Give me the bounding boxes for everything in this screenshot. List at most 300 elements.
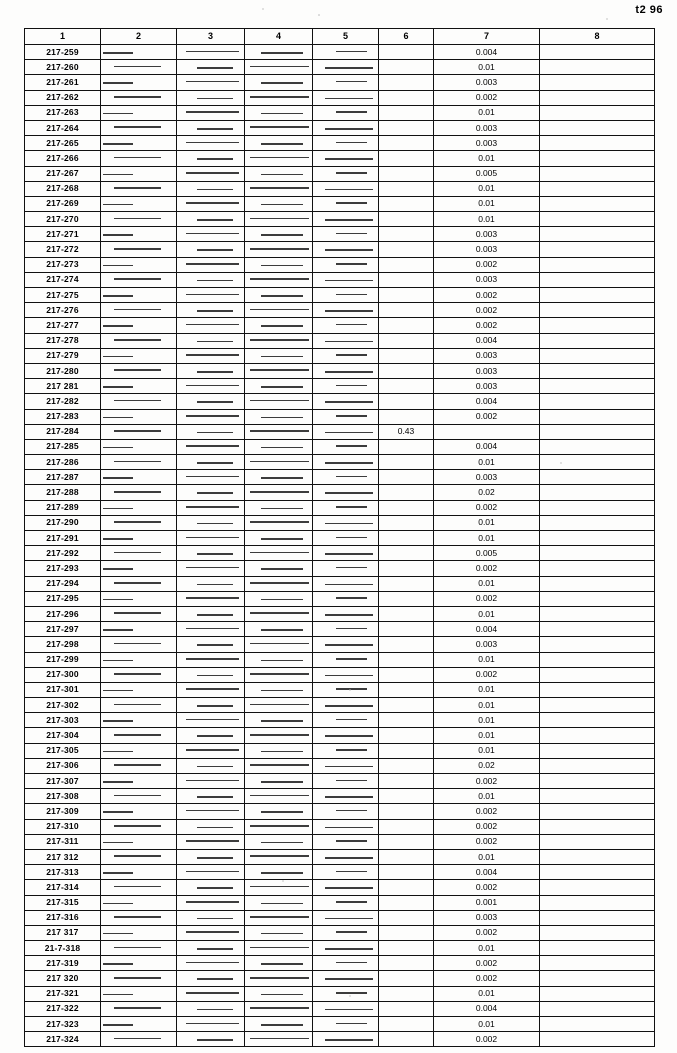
scan-smudge (250, 764, 309, 766)
scan-smudge (250, 977, 309, 979)
cell-col-2 (101, 834, 177, 849)
cell-col-5 (313, 531, 379, 546)
cell-col-3 (177, 181, 245, 196)
cell-col-2 (101, 758, 177, 773)
cell-col-6 (379, 485, 434, 500)
table-row (25, 136, 655, 151)
cell-col-5 (313, 606, 379, 621)
scan-smudge (250, 96, 309, 98)
cell-col-5 (313, 318, 379, 333)
cell-col-2 (101, 622, 177, 637)
cell-col-5 (313, 895, 379, 910)
cell-col-7: 0.002 (434, 834, 540, 849)
scan-smudge (103, 417, 133, 419)
cell-col-8 (540, 272, 655, 287)
scan-smudge (261, 417, 303, 419)
scan-smudge (250, 66, 309, 68)
cell-col-8 (540, 409, 655, 424)
scan-smudge (261, 690, 303, 692)
scan-smudge (103, 568, 133, 570)
scan-smudge (103, 143, 133, 145)
scan-smudge (197, 978, 233, 980)
cell-sample-id: 217-291 (25, 531, 101, 546)
cell-col-2 (101, 439, 177, 454)
cell-sample-id: 217 312 (25, 849, 101, 864)
scan-smudge (325, 1009, 373, 1011)
cell-sample-id: 217-306 (25, 758, 101, 773)
table-row (25, 546, 655, 561)
scan-smudge (103, 660, 133, 662)
cell-col-5 (313, 576, 379, 591)
cell-col-5 (313, 986, 379, 1001)
scan-smudge (186, 992, 239, 994)
cell-col-3 (177, 713, 245, 728)
cell-col-3 (177, 105, 245, 120)
cell-col-2 (101, 181, 177, 196)
cell-col-4 (245, 90, 313, 105)
cell-col-6 (379, 90, 434, 105)
scan-smudge (197, 341, 233, 343)
cell-col-2 (101, 652, 177, 667)
cell-col-2 (101, 941, 177, 956)
cell-col-2 (101, 485, 177, 500)
cell-col-8 (540, 439, 655, 454)
cell-col-7: 0.004 (434, 394, 540, 409)
cell-col-2 (101, 698, 177, 713)
cell-col-2 (101, 774, 177, 789)
scan-smudge (197, 735, 233, 737)
cell-col-6 (379, 667, 434, 682)
cell-col-2 (101, 333, 177, 348)
cell-col-7: 0.004 (434, 333, 540, 348)
table-row (25, 1032, 655, 1047)
cell-col-7: 0.002 (434, 971, 540, 986)
scan-smudge (325, 401, 373, 403)
cell-col-4 (245, 1001, 313, 1016)
cell-col-5 (313, 424, 379, 439)
cell-sample-id: 217-322 (25, 1001, 101, 1016)
scan-smudge (250, 795, 309, 797)
cell-sample-id: 217-289 (25, 500, 101, 515)
cell-col-3 (177, 819, 245, 834)
cell-col-8 (540, 591, 655, 606)
cell-col-3 (177, 956, 245, 971)
cell-col-7: 0.003 (434, 910, 540, 925)
table-row (25, 531, 655, 546)
cell-sample-id: 217-270 (25, 212, 101, 227)
cell-col-2 (101, 971, 177, 986)
column-header-1: 1 (25, 29, 101, 45)
scan-smudge (114, 157, 161, 159)
scan-smudge (250, 491, 309, 493)
scan-smudge (261, 82, 303, 84)
cell-sample-id: 217-283 (25, 409, 101, 424)
cell-col-3 (177, 834, 245, 849)
cell-col-5 (313, 1017, 379, 1032)
scan-smudge (114, 521, 161, 523)
cell-col-7: 0.01 (434, 531, 540, 546)
cell-col-2 (101, 1017, 177, 1032)
cell-sample-id: 217-269 (25, 196, 101, 211)
scan-smudge (336, 385, 367, 387)
cell-col-7: 0.001 (434, 895, 540, 910)
cell-col-3 (177, 242, 245, 257)
cell-col-2 (101, 363, 177, 378)
scan-speck (349, 995, 351, 997)
cell-col-3 (177, 318, 245, 333)
cell-col-8 (540, 379, 655, 394)
cell-col-4 (245, 151, 313, 166)
cell-col-2 (101, 880, 177, 895)
cell-sample-id: 217-308 (25, 789, 101, 804)
cell-col-6 (379, 880, 434, 895)
scan-smudge (250, 248, 309, 250)
cell-col-7: 0.002 (434, 804, 540, 819)
scan-smudge (103, 295, 133, 297)
cell-col-5 (313, 272, 379, 287)
cell-col-4 (245, 227, 313, 242)
scan-smudge (186, 111, 239, 113)
cell-col-6 (379, 227, 434, 242)
scan-smudge (336, 324, 367, 326)
cell-col-6 (379, 379, 434, 394)
cell-col-8 (540, 713, 655, 728)
scan-smudge (250, 187, 309, 189)
cell-col-6 (379, 819, 434, 834)
cell-sample-id: 217-302 (25, 698, 101, 713)
table-row (25, 348, 655, 363)
cell-col-6 (379, 637, 434, 652)
cell-sample-id: 217-300 (25, 667, 101, 682)
table-row (25, 75, 655, 90)
cell-col-3 (177, 986, 245, 1001)
scan-smudge (114, 278, 161, 280)
cell-col-3 (177, 971, 245, 986)
cell-col-8 (540, 789, 655, 804)
cell-sample-id: 217-279 (25, 348, 101, 363)
scan-smudge (186, 688, 239, 690)
scan-smudge (197, 887, 233, 889)
scan-smudge (197, 584, 233, 586)
cell-col-2 (101, 288, 177, 303)
cell-col-4 (245, 348, 313, 363)
cell-col-7: 0.004 (434, 45, 540, 60)
cell-col-3 (177, 455, 245, 470)
cell-col-5 (313, 546, 379, 561)
scan-smudge (336, 476, 367, 478)
cell-col-6 (379, 546, 434, 561)
cell-col-6 (379, 561, 434, 576)
table-row (25, 925, 655, 940)
cell-col-2 (101, 242, 177, 257)
cell-col-3 (177, 120, 245, 135)
scan-smudge (325, 918, 373, 920)
cell-col-3 (177, 591, 245, 606)
scan-smudge (250, 552, 309, 554)
scan-smudge (336, 871, 367, 873)
cell-sample-id: 217-272 (25, 242, 101, 257)
scan-smudge (114, 187, 161, 189)
scan-smudge (114, 248, 161, 250)
cell-col-3 (177, 394, 245, 409)
cell-col-4 (245, 774, 313, 789)
cell-col-3 (177, 1032, 245, 1047)
cell-col-3 (177, 424, 245, 439)
scan-smudge (336, 688, 367, 690)
scan-smudge (186, 445, 239, 447)
cell-col-4 (245, 728, 313, 743)
scan-smudge (114, 218, 161, 220)
cell-col-7: 0.003 (434, 227, 540, 242)
cell-col-4 (245, 303, 313, 318)
scan-smudge (261, 234, 303, 236)
column-header-7: 7 (434, 29, 540, 45)
cell-col-8 (540, 257, 655, 272)
cell-col-2 (101, 849, 177, 864)
cell-col-7: 0.003 (434, 637, 540, 652)
scan-smudge (250, 157, 309, 159)
cell-col-5 (313, 834, 379, 849)
column-header-5: 5 (313, 29, 379, 45)
scan-smudge (325, 67, 373, 69)
cell-col-6 (379, 622, 434, 637)
scan-smudge (103, 751, 133, 753)
cell-col-6 (379, 941, 434, 956)
cell-col-5 (313, 682, 379, 697)
scan-speck (560, 462, 562, 464)
cell-col-4 (245, 136, 313, 151)
cell-col-3 (177, 622, 245, 637)
cell-col-8 (540, 515, 655, 530)
scan-smudge (197, 1009, 233, 1011)
cell-col-4 (245, 455, 313, 470)
cell-col-8 (540, 45, 655, 60)
table-row (25, 166, 655, 181)
scan-smudge (186, 202, 239, 204)
cell-col-3 (177, 257, 245, 272)
cell-col-7: 0.01 (434, 728, 540, 743)
cell-col-8 (540, 728, 655, 743)
scan-smudge (103, 842, 133, 844)
cell-col-6 (379, 166, 434, 181)
table-header-row (25, 29, 655, 45)
cell-col-3 (177, 667, 245, 682)
cell-col-5 (313, 166, 379, 181)
cell-col-5 (313, 849, 379, 864)
scan-smudge (336, 506, 367, 508)
cell-col-4 (245, 75, 313, 90)
scan-speck (262, 8, 264, 10)
scan-smudge (325, 614, 373, 616)
cell-col-5 (313, 500, 379, 515)
cell-col-5 (313, 789, 379, 804)
cell-col-7: 0.002 (434, 257, 540, 272)
table-row (25, 45, 655, 60)
cell-col-4 (245, 956, 313, 971)
scan-smudge (197, 675, 233, 677)
cell-col-2 (101, 151, 177, 166)
page-header-label: t2 96 (635, 4, 663, 16)
cell-col-7: 0.01 (434, 212, 540, 227)
scan-smudge (103, 720, 133, 722)
scan-smudge (186, 415, 239, 417)
scan-smudge (336, 142, 367, 144)
scan-smudge (261, 386, 303, 388)
scan-smudge (103, 113, 133, 115)
scan-smudge (336, 537, 367, 539)
cell-col-5 (313, 698, 379, 713)
cell-col-5 (313, 105, 379, 120)
scan-smudge (186, 385, 239, 387)
cell-col-5 (313, 333, 379, 348)
scan-smudge (325, 675, 373, 677)
table-row (25, 667, 655, 682)
scan-smudge (261, 599, 303, 601)
scan-smudge (114, 734, 161, 736)
cell-col-3 (177, 774, 245, 789)
table-row (25, 196, 655, 211)
cell-col-2 (101, 561, 177, 576)
cell-col-6 (379, 804, 434, 819)
cell-col-3 (177, 698, 245, 713)
cell-sample-id: 217-319 (25, 956, 101, 971)
cell-col-3 (177, 212, 245, 227)
table-row (25, 834, 655, 849)
cell-col-5 (313, 865, 379, 880)
scan-smudge (325, 948, 373, 950)
cell-col-6 (379, 303, 434, 318)
cell-col-4 (245, 971, 313, 986)
cell-col-6 (379, 318, 434, 333)
scan-smudge (114, 795, 161, 797)
cell-col-3 (177, 606, 245, 621)
cell-col-8 (540, 576, 655, 591)
scan-smudge (114, 947, 161, 949)
cell-col-2 (101, 546, 177, 561)
scan-smudge (261, 204, 303, 206)
scan-smudge (261, 447, 303, 449)
cell-col-3 (177, 90, 245, 105)
cell-col-8 (540, 622, 655, 637)
cell-col-8 (540, 682, 655, 697)
cell-col-5 (313, 941, 379, 956)
cell-col-8 (540, 227, 655, 242)
scan-smudge (261, 143, 303, 145)
table-row (25, 500, 655, 515)
scan-smudge (186, 871, 239, 873)
table-row (25, 333, 655, 348)
cell-col-2 (101, 470, 177, 485)
cell-col-8 (540, 288, 655, 303)
cell-sample-id: 217-278 (25, 333, 101, 348)
cell-col-6 (379, 910, 434, 925)
scan-smudge (186, 780, 239, 782)
cell-col-5 (313, 181, 379, 196)
table-row (25, 288, 655, 303)
scan-smudge (186, 962, 239, 964)
cell-sample-id: 217-259 (25, 45, 101, 60)
cell-col-7: 0.002 (434, 303, 540, 318)
scan-smudge (250, 339, 309, 341)
scan-smudge (336, 780, 367, 782)
cell-col-2 (101, 379, 177, 394)
scan-smudge (261, 325, 303, 327)
scan-smudge (261, 872, 303, 874)
cell-col-6 (379, 45, 434, 60)
cell-col-8 (540, 455, 655, 470)
scan-smudge (197, 857, 233, 859)
cell-col-7: 0.002 (434, 90, 540, 105)
cell-sample-id: 217-273 (25, 257, 101, 272)
cell-col-4 (245, 272, 313, 287)
cell-col-8 (540, 166, 655, 181)
scan-smudge (114, 339, 161, 341)
scan-smudge (261, 811, 303, 813)
cell-col-8 (540, 637, 655, 652)
cell-col-2 (101, 348, 177, 363)
scan-smudge (261, 113, 303, 115)
scan-smudge (197, 948, 233, 950)
cell-col-7: 0.003 (434, 136, 540, 151)
scan-smudge (250, 825, 309, 827)
scan-smudge (103, 82, 133, 84)
cell-col-5 (313, 379, 379, 394)
scan-smudge (336, 263, 367, 265)
scan-smudge (261, 842, 303, 844)
scan-smudge (336, 111, 367, 113)
table-row (25, 60, 655, 75)
scan-smudge (186, 354, 239, 356)
scan-smudge (325, 492, 373, 494)
scan-smudge (261, 933, 303, 935)
cell-col-2 (101, 804, 177, 819)
scan-smudge (325, 432, 373, 434)
scan-smudge (336, 202, 367, 204)
cell-col-7: 0.01 (434, 698, 540, 713)
scan-smudge (250, 521, 309, 523)
scan-smudge (197, 705, 233, 707)
cell-col-2 (101, 136, 177, 151)
cell-col-2 (101, 576, 177, 591)
cell-col-8 (540, 485, 655, 500)
cell-col-5 (313, 880, 379, 895)
scan-smudge (197, 432, 233, 434)
cell-col-8 (540, 880, 655, 895)
scan-smudge (250, 612, 309, 614)
scan-smudge (325, 280, 373, 282)
cell-col-7: 0.002 (434, 819, 540, 834)
cell-col-5 (313, 60, 379, 75)
cell-col-6 (379, 591, 434, 606)
scan-smudge (186, 840, 239, 842)
cell-col-8 (540, 925, 655, 940)
cell-col-8 (540, 986, 655, 1001)
cell-col-2 (101, 743, 177, 758)
cell-col-6 (379, 743, 434, 758)
column-header-8: 8 (540, 29, 655, 45)
cell-col-4 (245, 318, 313, 333)
scan-smudge (186, 537, 239, 539)
cell-col-3 (177, 531, 245, 546)
cell-col-3 (177, 789, 245, 804)
cell-col-4 (245, 910, 313, 925)
cell-col-3 (177, 865, 245, 880)
cell-col-4 (245, 288, 313, 303)
scan-smudge (186, 567, 239, 569)
table-row (25, 424, 655, 439)
scan-smudge (114, 1038, 161, 1040)
cell-col-3 (177, 470, 245, 485)
